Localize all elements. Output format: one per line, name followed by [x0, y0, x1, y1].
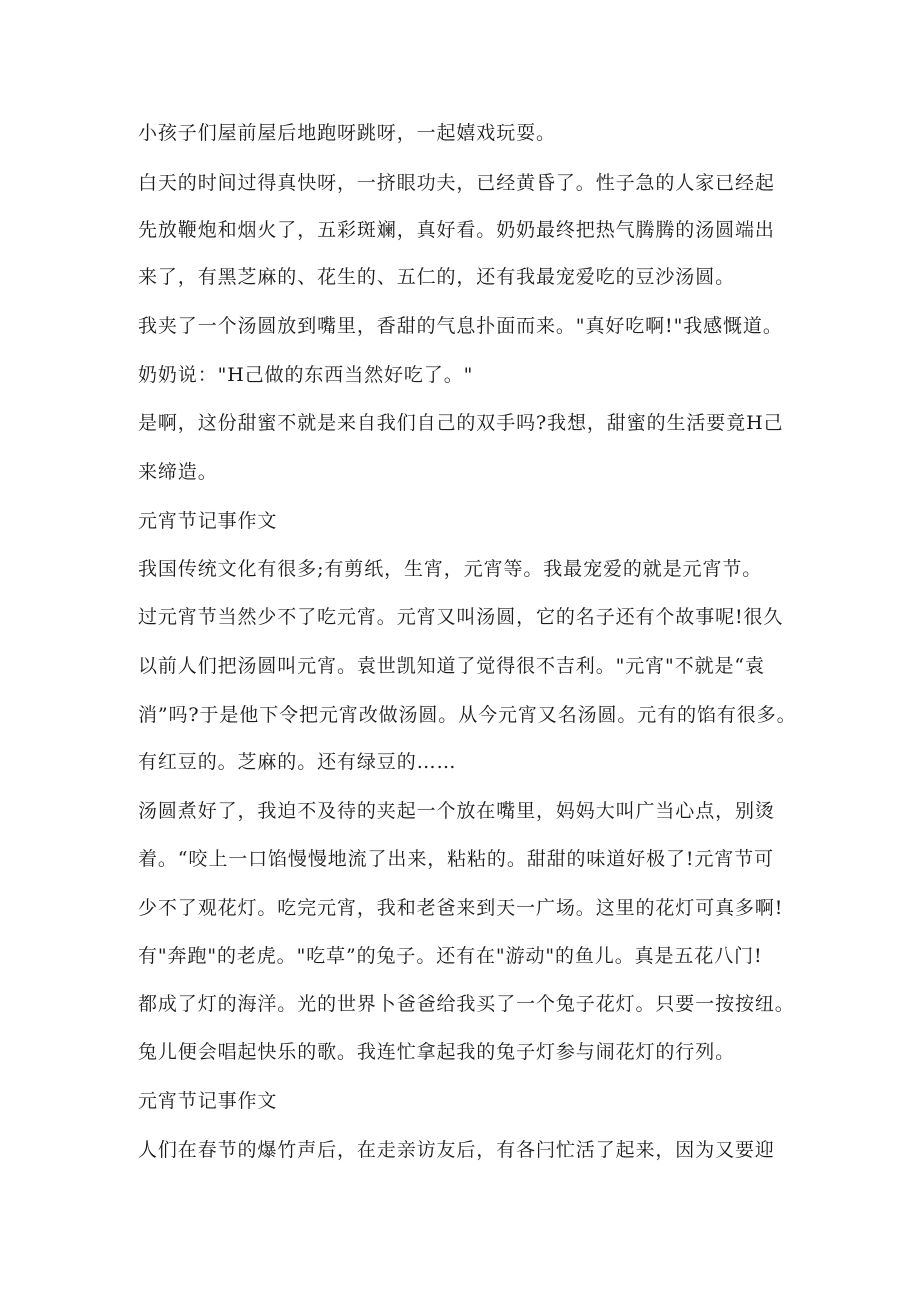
text-line: 人们在春节的爆竹声后，在走亲访友后，有各闩忙活了起来，因为又要迎	[138, 1139, 775, 1161]
text-line: 消”吗?于是他下令把元宵改做汤圆。从今元宵又名汤圆。元有的馅有很多。	[138, 704, 797, 726]
text-line: 少不了观花灯。吃完元宵，我和老爸来到天一广场。这里的花灯可真多啊!	[138, 897, 784, 919]
text-line: 小孩子们屋前屋后地跑呀跳呀，一起嬉戏玩耍。	[138, 122, 556, 144]
text-line: 汤圆煮好了，我迫不及待的夹起一个放在嘴里，妈妈大叫广当心点，别烫	[138, 800, 775, 822]
text-line: 奶奶说："H己做的东西当然好吃了。"	[138, 364, 474, 386]
section-heading: 元宵节记事作文	[138, 1090, 278, 1112]
text-line: 白天的时间过得真快呀，一挤眼功夫，已经黄昏了。性子急的人家已经起	[138, 172, 775, 194]
text-line: 我夹了一个汤圆放到嘴里，香甜的气息扑面而来。"真好吃啊!"我感慨道。	[138, 315, 783, 337]
text-line: 我国传统文化有很多;有剪纸，生宵，元宵等。我最宠爱的就是元宵节。	[138, 558, 763, 580]
text-line: 有红豆的。芝麻的。还有绿豆的……	[138, 751, 457, 773]
text-line: 过元宵节当然少不了吃元宵。元宵又叫汤圆，它的名子还有个故事呢!很久	[138, 606, 784, 628]
text-line: 先放鞭炮和烟火了，五彩斑斓，真好看。奶奶最终把热气腾腾的汤圆端出	[138, 219, 775, 241]
text-line: 来了，有黑芝麻的、花生的、五仁的，还有我最宠爱吃的豆沙汤圆。	[138, 266, 736, 288]
text-line: 以前人们把汤圆叫元宵。袁世凯知道了觉得很不吉利。"元宵"不就是“袁	[138, 655, 765, 677]
text-line: 有"奔跑"的老虎。"吃草”的兔子。还有在"游动"的鱼儿。真是五花八门!	[138, 945, 763, 967]
text-line: 兔儿便会唱起快乐的歌。我连忙拿起我的兔子灯参与闹花灯的行列。	[138, 1041, 736, 1063]
text-line: 来缔造。	[138, 461, 218, 483]
text-line: 是啊，这份甜蜜不就是来自我们自己的双手吗?我想，甜蜜的生活要竟H己	[138, 412, 784, 434]
text-line: 着。“咬上一口馅慢慢地流了出来，粘粘的。甜甜的味道好极了!元宵节可	[138, 848, 775, 870]
section-heading: 元宵节记事作文	[138, 510, 278, 532]
text-line: 都成了灯的海洋。光的世界卜爸爸给我买了一个兔子花灯。只要一按按纽。	[138, 993, 795, 1015]
